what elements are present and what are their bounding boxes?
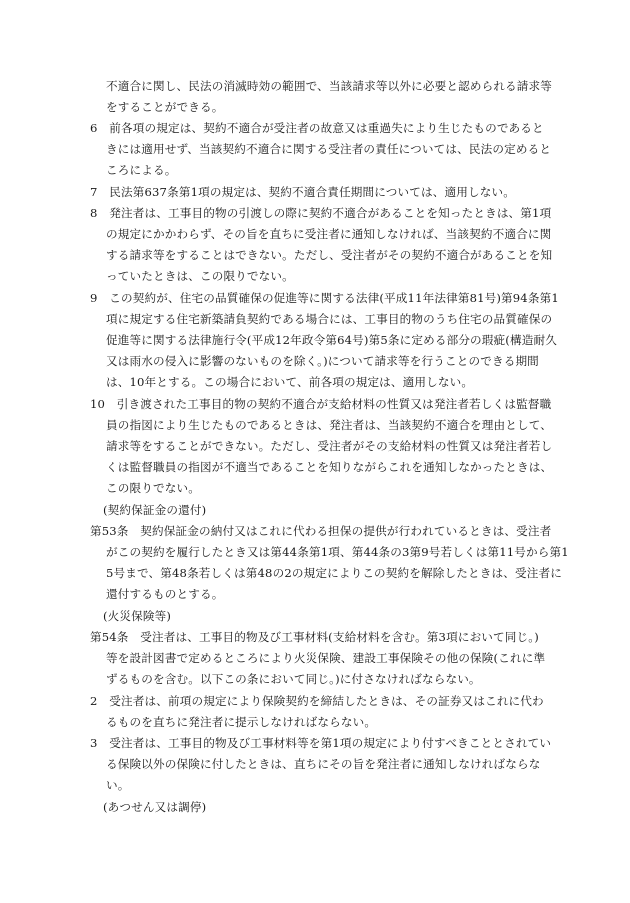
text-line: 6 前各項の規定は、契約不適合が受注者の故意又は重過失により生じたものであると xyxy=(90,121,544,135)
text-line: 請求等をすることができない。ただし、受注者がその支給材料の性質又は発注者若し xyxy=(106,439,553,453)
text-line: 還付するものとする。 xyxy=(106,587,224,601)
text-line: 又は雨水の侵入に影響のないものを除く。)について請求等を行うことのできる期間 xyxy=(106,354,539,368)
text-line: をすることができる。 xyxy=(106,100,224,114)
text-line: い。 xyxy=(106,778,130,792)
text-line: 10 引き渡された工事目的物の契約不適合が支給材料の性質又は発注者若しくは監督職 xyxy=(90,397,552,411)
text-line: 項に規定する住宅新築請負契約である場合には、工事目的物のうち住宅の品質確保の xyxy=(106,312,553,326)
text-line: この限りでない。 xyxy=(106,481,200,495)
text-line: ずるものを含む。以下この条において同じ。)に付さなければならない。 xyxy=(106,672,481,686)
text-line: は、10年とする。この場合において、前各項の規定は、適用しない。 xyxy=(106,375,474,389)
text-line: する請求等をすることはできない。ただし、受注者がその契約不適合があることを知 xyxy=(106,248,553,262)
text-line: 員の指図により生じたものであるときは、発注者は、当該契約不適合を理由として、 xyxy=(106,418,553,432)
text-line: (火災保険等) xyxy=(103,609,172,623)
text-line: 5号まで、第48条若しくは第48の2の規定によりこの契約を解除したときは、受注者に xyxy=(106,566,562,580)
text-line: 2 受注者は、前項の規定により保険契約を締結したときは、その証券又はこれに代わ xyxy=(90,694,544,708)
text-line: 等を設計図書で定めるところにより火災保険、建設工事保険その他の保険(これに準 xyxy=(106,651,546,665)
text-line: きには適用せず、当該契約不適合に関する受注者の責任については、民法の定めると xyxy=(106,142,552,156)
text-line: (あつせん又は調停) xyxy=(103,800,207,814)
text-line: 第54条 受注者は、工事目的物及び工事材料(支給材料を含む。第3項において同じ。) xyxy=(90,630,539,644)
text-line: る保険以外の保険に付したときは、直ちにその旨を発注者に通知しなければならな xyxy=(106,757,541,771)
text-line: がこの契約を履行したとき又は第44条第1項、第44条の3第9号若しくは第11号から第1 xyxy=(106,545,569,559)
text-line: るものを直ちに発注者に提示しなければならない。 xyxy=(106,715,377,729)
text-line: 第53条 契約保証金の納付又はこれに代わる担保の提供が行われているときは、受注者 xyxy=(90,524,552,538)
text-line: っていたときは、この限りでない。 xyxy=(106,269,294,283)
text-line: 3 受注者は、工事目的物及び工事材料等を第1項の規定により付すべきこととされてい xyxy=(90,736,552,750)
text-line: 促進等に関する法律施行令(平成12年政令第64号)第5条に定める部分の瑕疵(構造耐久 xyxy=(106,333,557,347)
text-line: の規定にかかわらず、その旨を直ちに受注者に通知しなければ、当該契約不適合に関 xyxy=(106,227,552,241)
text-line: くは監督職員の指図が不適当であることを知りながらこれを通知しなかったときは、 xyxy=(106,460,553,474)
text-line: 不適合に関し、民法の消滅時効の範囲で、当該請求等以外に必要と認められる請求等 xyxy=(106,79,553,93)
text-line: 8 発注者は、工事目的物の引渡しの際に契約不適合があることを知ったときは、第1項 xyxy=(90,206,552,220)
text-line: 9 この契約が、住宅の品質確保の促進等に関する法律(平成11年法律第81号)第94条第1 xyxy=(90,291,559,305)
text-line: (契約保証金の還付) xyxy=(103,503,207,517)
text-line: 7 民法第637条第1項の規定は、契約不適合責任期間については、適用しない。 xyxy=(90,185,515,199)
text-line: ころによる。 xyxy=(106,163,177,177)
